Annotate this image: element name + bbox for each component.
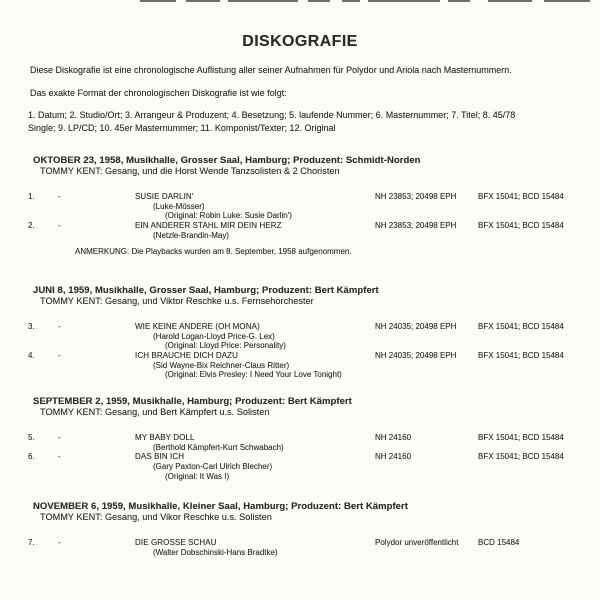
scan-artifact-top — [368, 0, 440, 2]
track-dash: - — [58, 221, 61, 231]
session-tracks — [0, 538, 600, 557]
track-master-number: NH 23853; 20498 EPH — [375, 221, 457, 231]
track-master-number: NH 23853; 20498 EPH — [375, 192, 457, 201]
format-legend-line2: Single; 9. LP/CD; 10. 45er Masternummer; 11. Komponist/Texter; 12. Original — [28, 122, 336, 133]
track-release-number: BFX 15041; BCD 15484 — [478, 433, 564, 442]
track-dash: - — [58, 538, 61, 547]
track-release-number: BFX 15041; BCD 15484 — [478, 351, 564, 361]
track-composer-credit: (Luke-Mösser) — [153, 201, 205, 211]
track-number: 7. — [28, 538, 35, 547]
track-number: 2. — [28, 221, 35, 231]
session-header: JUNI 8, 1959, Musikhalle, Grosser Saal, Hamburg; Produzent: Bert Kämpfert — [33, 285, 379, 296]
track-title: DIE GROSSE SCHAU — [135, 538, 217, 547]
session-tracks — [0, 433, 600, 481]
track-release-number: BCD 15484 — [478, 538, 520, 547]
track-dash: - — [58, 322, 61, 331]
scan-artifact-top — [342, 0, 360, 2]
session-personnel: TOMMY KENT: Gesang, und Viktor Reschke u.s. Fernsehorchester — [40, 296, 314, 306]
track-number: 4. — [28, 351, 35, 361]
session-personnel: TOMMY KENT: Gesang, und Bert Kämpfert u.s. Solisten — [40, 407, 270, 417]
track-title: WIE KEINE ANDERE (OH MONA) — [135, 322, 260, 331]
track-master-number: Polydor unveröffentlicht — [375, 538, 459, 547]
scan-artifact-top — [228, 0, 298, 2]
scan-artifact-top — [488, 0, 532, 2]
format-legend-line1: 1. Datum; 2. Studio/Ort; 3. Arrangeur & Produzent; 4. Besetzung; 5. laufende Nummer; 6. Masternummer; 7. Titel; 8. 45/78 — [28, 110, 516, 120]
session-header: NOVEMBER 6, 1959, Musikhalle, Kleiner Saal, Hamburg; Produzent: Bert Kämpfert — [33, 501, 408, 512]
track-release-number: BFX 15041; BCD 15484 — [478, 221, 564, 231]
track-title: EIN ANDERER STAHL MIR DEIN HERZ — [135, 221, 282, 231]
track-original-credit: (Original: It Was I) — [165, 471, 230, 481]
track-row — [0, 351, 600, 361]
session-personnel: TOMMY KENT: Gesang, und Vikor Reschke u.s. Solisten — [40, 512, 272, 522]
scan-artifact-top — [140, 0, 176, 2]
track-dash: - — [58, 452, 61, 462]
track-title: SUSIE DARLIN' — [135, 192, 194, 201]
session-block — [0, 396, 600, 481]
intro-format-lead: Das exakte Format der chronologischen Diskografie ist wie folgt: — [30, 88, 287, 98]
scan-artifact-top — [448, 0, 470, 2]
track-number: 6. — [28, 452, 35, 462]
track-row — [0, 322, 600, 332]
track-row — [0, 221, 600, 231]
track-composer-credit: (Gary Paxton-Carl Ulrich Blecher) — [153, 462, 273, 472]
track-dash: - — [58, 351, 61, 361]
session-personnel: TOMMY KENT: Gesang, und die Horst Wende Tanzsolisten & 2 Choristen — [40, 166, 340, 176]
track-original-credit: (Original: Elvis Presley: I Need Your Love Tonight) — [165, 370, 342, 380]
session-note: ANMERKUNG: Die Playbacks wurden am 8. September, 1958 aufgenommen. — [75, 247, 352, 257]
track-composer-credit: (Netzle-Brandin-May) — [153, 230, 230, 240]
track-title: MY BABY DOLL — [135, 433, 195, 442]
track-title: ICH BRAUCHE DICH DAZU — [135, 351, 238, 361]
track-dash: - — [58, 433, 61, 442]
track-number: 5. — [28, 433, 35, 442]
session-block — [0, 285, 600, 380]
format-legend — [28, 109, 586, 134]
page-title: DISKOGRAFIE — [242, 33, 358, 50]
track-original-credit: (Original: Lloyd Price: Personality) — [165, 341, 286, 351]
track-master-number: NH 24160 — [375, 433, 412, 442]
track-row — [0, 452, 600, 462]
track-row — [0, 538, 600, 548]
session-block — [0, 501, 600, 557]
track-number: 3. — [28, 322, 35, 331]
session-tracks — [0, 322, 600, 380]
track-release-number: BFX 15041; BCD 15484 — [478, 192, 564, 201]
track-composer-credit: (Sid Wayne-Bix Reichner-Claus Ritter) — [153, 360, 290, 370]
scan-artifact-top — [544, 0, 590, 2]
track-title: DAS BIN ICH — [135, 452, 185, 462]
track-dash: - — [58, 192, 61, 201]
intro-description: Diese Diskografie ist eine chronologische Auflistung aller seiner Aufnahmen für Polydor und Ariola nach Masternummern. — [30, 65, 512, 75]
scan-artifact-top — [186, 0, 220, 2]
track-composer-credit: (Harold Logan-Lloyd Price-G. Lex) — [153, 331, 275, 341]
track-composer-credit: (Walter Dobschinski-Hans Bradtke) — [153, 547, 278, 557]
session-header: OKTOBER 23, 1958, Musikhalle, Grosser Saal, Hamburg; Produzent: Schmidt-Norden — [33, 155, 421, 166]
track-composer-credit: (Berthold Kämpfert-Kurt Schwabach) — [153, 442, 284, 452]
session-header: SEPTEMBER 2, 1959, Musikhalle, Hamburg; Produzent: Bert Kämpfert — [33, 396, 352, 407]
track-row — [0, 433, 600, 443]
session-block — [0, 155, 600, 257]
scan-artifact-top — [308, 0, 330, 2]
track-row — [0, 192, 600, 202]
track-master-number: NH 24035; 20498 EPH — [375, 322, 457, 331]
track-number: 1. — [28, 192, 35, 201]
session-tracks — [0, 192, 600, 240]
track-original-credit: (Original: Robin Luke: Susie Darlin') — [165, 211, 292, 221]
track-release-number: BFX 15041; BCD 15484 — [478, 452, 564, 462]
track-master-number: NH 24160 — [375, 452, 412, 462]
track-master-number: NH 24035; 20498 EPH — [375, 351, 457, 361]
track-release-number: BFX 15041; BCD 15484 — [478, 322, 564, 331]
